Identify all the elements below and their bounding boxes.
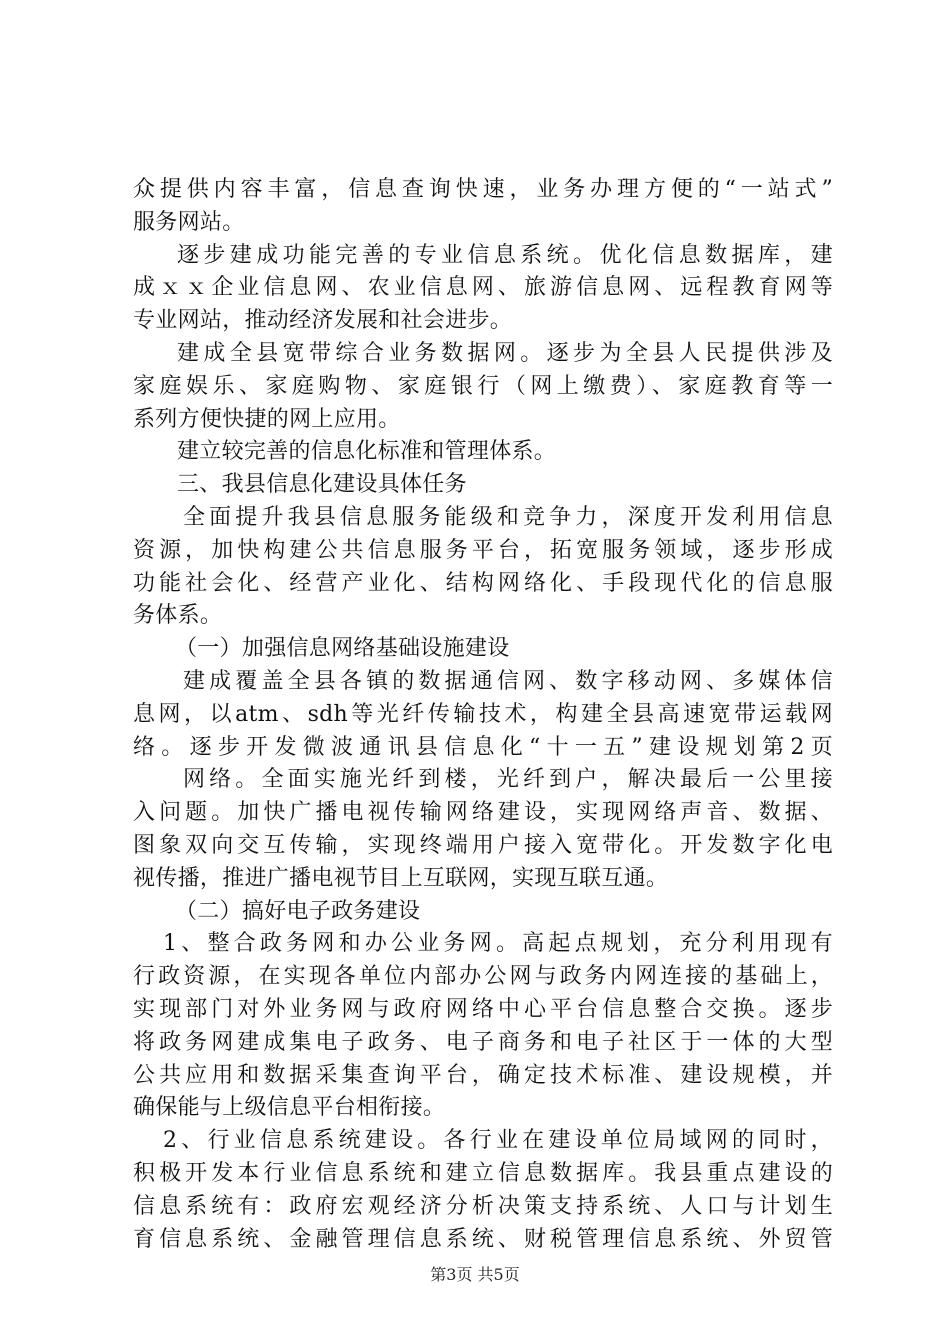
text-line: 息网，以atm、sdh等光纤传输技术，构建全县高速宽带运载网 [133, 701, 833, 727]
text-line: 资源，加快构建公共信息服务平台，拓宽服务领域，逐步形成 [133, 537, 833, 563]
text-line: 全面提升我县信息服务能级和竞争力，深度开发利用信息 [183, 504, 833, 530]
text-line: 2、行业信息系统建设。各行业在建设单位局域网的同时， [163, 1128, 833, 1154]
text-line: 信息系统有：政府宏观经济分析决策支持系统、人口与计划生 [133, 1193, 833, 1219]
text-line: 将政务网建成集电子政务、电子商务和电子社区于一体的大型 [133, 1029, 833, 1055]
text-line: 视传播，推进广播电视节目上互联网，实现互联互通。 [133, 865, 669, 891]
text-line: 建立较完善的信息化标准和管理体系。 [177, 439, 557, 465]
text-line: 入问题。加快广播电视传输网络建设，实现网络声音、数据、 [133, 800, 833, 826]
subsection-heading: （一）加强信息网络基础设施建设 [175, 636, 510, 662]
text-line: 家庭娱乐、家庭购物、家庭银行（网上缴费）、家庭教育等一 [133, 373, 833, 399]
section-heading: 三、我县信息化建设具体任务 [177, 472, 467, 498]
text-line: 务体系。 [133, 603, 223, 629]
text-line: 成ｘｘ企业信息网、农业信息网、旅游信息网、远程教育网等 [133, 275, 833, 301]
text-line: 功能社会化、经营产业化、结构网络化、手段现代化的信息服 [133, 570, 833, 596]
text-line: 逐步建成功能完善的专业信息系统。优化信息数据库，建 [177, 242, 833, 268]
text-line: 建成全县宽带综合业务数据网。逐步为全县人民提供涉及 [177, 340, 833, 366]
text-line: 众提供内容丰富，信息查询快速，业务办理方便的“一站式” [133, 177, 833, 202]
subsection-heading: （二）搞好电子政务建设 [175, 898, 421, 924]
page-number: 第3页 共5页 [430, 1265, 520, 1284]
text-line: 专业网站，推动经济发展和社会进步。 [133, 308, 513, 334]
text-line: 系列方便快捷的网上应用。 [133, 406, 401, 432]
text-line: 建成覆盖全县各镇的数据通信网、数字移动网、多媒体信 [183, 668, 833, 694]
text-line: 服务网站。 [133, 209, 245, 235]
text-line: 育信息系统、金融管理信息系统、财税管理信息系统、外贸管 [133, 1226, 833, 1252]
text-line: 1、整合政务网和办公业务网。高起点规划，充分利用现有 [163, 931, 833, 957]
text-line: 实现部门对外业务网与政府网络中心平台信息整合交换。逐步 [133, 996, 833, 1022]
text-line: 确保能与上级信息平台相衔接。 [133, 1095, 446, 1121]
text-line: 积极开发本行业信息系统和建立信息数据库。我县重点建设的 [133, 1160, 833, 1186]
text-line: 网络。全面实施光纤到楼，光纤到户，解决最后一公里接 [183, 767, 833, 793]
text-line: 公共应用和数据采集查询平台，确定技术标准、建设规模，并 [133, 1062, 833, 1088]
document-body [133, 174, 833, 1256]
text-line: 络。逐步开发微波通讯县信息化“十一五”建设规划第2页 [133, 734, 833, 760]
text-line: 图象双向交互传输，实现终端用户接入宽带化。开发数字化电 [133, 832, 833, 858]
text-line: 行政资源，在实现各单位内部办公网与政务内网连接的基础上， [133, 964, 833, 990]
